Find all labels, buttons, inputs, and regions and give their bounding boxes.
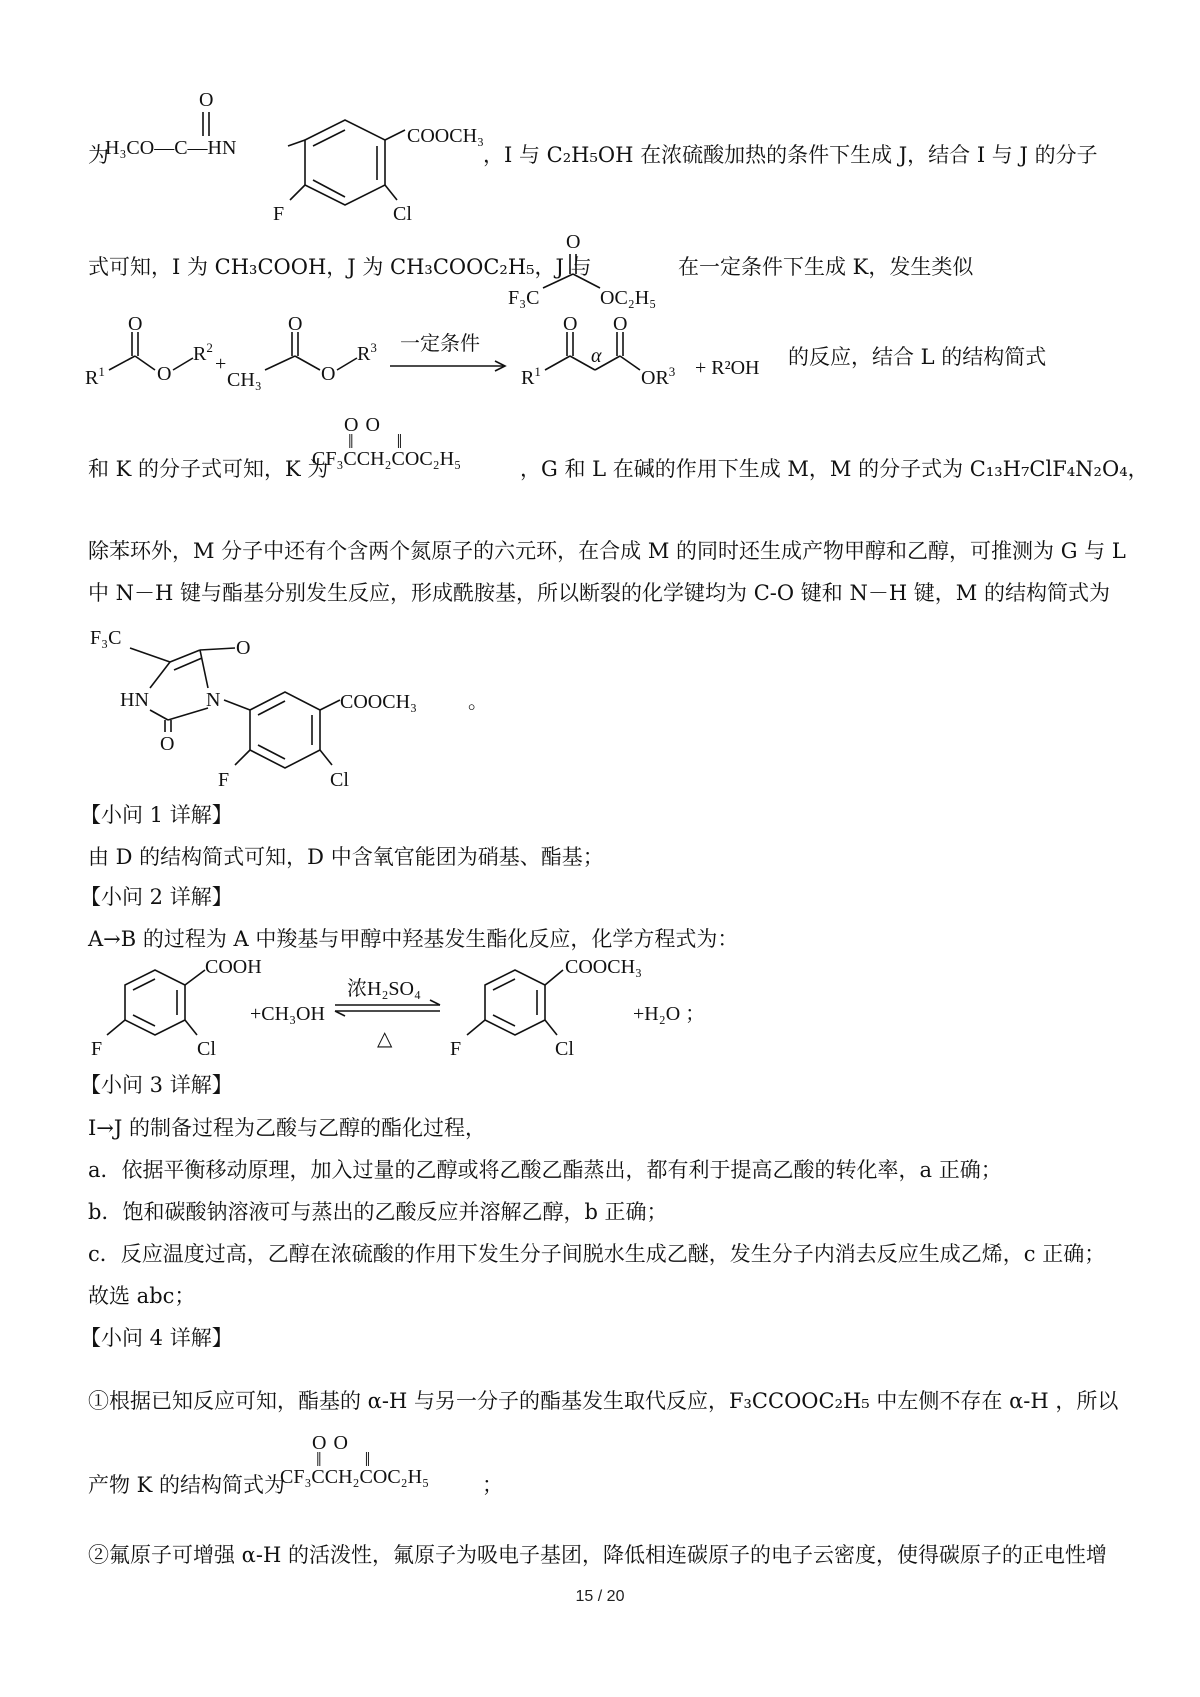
carbamate-left-label: H₃CO—C—HN: [105, 137, 237, 159]
q2-heading: 【小问 2 详解】: [80, 885, 233, 909]
tfa-o-label: O: [566, 231, 581, 253]
q3-text-3: b．饱和碳酸钠溶液可与蒸出的乙酸反应并溶解乙醇，b 正确；: [88, 1200, 668, 1224]
q3-text-4: c．反应温度过高，乙醇在浓硫酸的作用下发生分子间脱水生成乙醚，发生分子内消去反应生成乙烯，c 正确；: [88, 1242, 1106, 1266]
k-structure-oxygens: O O: [344, 414, 381, 436]
eq-ch3oh-label: +CH₃OH: [250, 1003, 325, 1025]
q4-text-1: ①根据已知反应可知，酯基的 α-H 与另一分子的酯基发生取代反应，F₃CCOOC₂H₅ 中左侧不存在 α-H ，所以: [88, 1389, 1119, 1413]
cooch3-label: COOCH₃: [407, 125, 484, 147]
rxn-o3-label: O: [288, 313, 303, 335]
rxn-o2-label: O: [157, 363, 172, 385]
m-hn-label: HN: [120, 689, 149, 711]
q3-text-2: a．依据平衡移动原理，加入过量的乙醇或将乙酸乙酯蒸出，都有利于提高乙酸的转化率，a 正确；: [88, 1158, 1002, 1182]
k-structure-double-bonds: ‖ ‖: [348, 431, 404, 453]
k-structure-q4-oxygens: O O: [312, 1432, 349, 1454]
k-structure-q4-formula: CF₃CCH₂COC₂H₅: [280, 1466, 430, 1488]
text-line-1: ，I 与 C₂H₅OH 在浓硫酸加热的条件下生成 J，结合 I 与 J 的分子: [483, 143, 1098, 167]
text-line-2: 式可知，I 为 CH₃COOH，J 为 CH₃COOC₂H₅，J 与: [88, 255, 592, 279]
text-line-2-after: 在一定条件下生成 K，发生类似: [678, 255, 974, 279]
rxn-r2oh-label: + R²OH: [695, 357, 760, 379]
rxn-r2-label: $R^2$: [193, 340, 213, 365]
m-f3c-label: F₃C: [90, 627, 122, 649]
eq-condition-bottom: △: [377, 1028, 393, 1050]
eq-h2o-label: +H₂O ；: [633, 1003, 706, 1025]
rxn-r3-label: $R^3$: [357, 340, 377, 365]
carbamate-aryl-structure: [105, 80, 495, 230]
m-period: 。: [468, 691, 488, 713]
text-line-3-after: 的反应，结合 L 的结构简式: [788, 345, 1047, 369]
q1-heading: 【小问 1 详解】: [80, 803, 233, 827]
q3-text-5: 故选 abc；: [88, 1284, 196, 1308]
rxn-product-o1-label: O: [563, 313, 578, 335]
m-o1-label: O: [236, 637, 251, 659]
q4-text-3: ②氟原子可增强 α-H 的活泼性，氟原子为吸电子基团，降低相连碳原子的电子云密度，使得碳原子的正电性增: [88, 1543, 1107, 1567]
m-structure: [90, 620, 490, 790]
text-line-5: 除苯环外，M 分子中还有个含两个氮原子的六元环，在合成 M 的同时还生成产物甲醇和乙醇，可推测为 G 与 L: [88, 539, 1126, 563]
eq-cooh-label: COOH: [205, 956, 262, 978]
m-o2-label: O: [160, 733, 175, 755]
rxn-alpha-label: α: [591, 345, 602, 367]
m-n-label: N: [206, 689, 221, 711]
tfa-f3c-label: F₃C: [508, 287, 540, 309]
m-cooch3-label: COOCH₃: [340, 691, 417, 713]
page-number: 15 / 20: [575, 1588, 625, 1605]
rxn-product-r1-label: $R^1$: [521, 364, 541, 389]
q4-heading: 【小问 4 详解】: [80, 1326, 233, 1350]
text-prefix-wei: 为: [88, 143, 109, 167]
ethyl-trifluoroacetate-structure: [508, 228, 678, 308]
rxn-ch3-label: CH₃: [227, 369, 262, 391]
eq-f1-label: F: [91, 1038, 103, 1060]
q4-text-2: 产物 K 的结构简式为: [88, 1473, 286, 1497]
k-structure-q4-double-bonds: ‖ ‖: [316, 1449, 372, 1471]
eq-f2-label: F: [450, 1038, 462, 1060]
rxn-o1-label: O: [128, 313, 143, 335]
q1-text: 由 D 的结构简式可知，D 中含氧官能团为硝基、酯基；: [88, 845, 604, 869]
k-structure-q4: [280, 1430, 429, 1490]
rxn-product-o2-label: O: [613, 313, 628, 335]
k-structure-line4: [312, 412, 461, 472]
rxn-condition-label: 一定条件: [400, 333, 480, 355]
eq-condition-top: 浓H₂SO₄: [347, 978, 421, 1000]
eq-cl1-label: Cl: [197, 1038, 216, 1060]
tfa-oc2h5-label: OC₂H₅: [600, 287, 657, 309]
q4-text-2-after: ；: [482, 1473, 503, 1497]
eq-cl2-label: Cl: [555, 1038, 574, 1060]
q2-text: A→B 的过程为 A 中羧基与甲醇中羟基发生酯化反应，化学方程式为：: [88, 927, 739, 951]
eq-cooch3-label: COOCH₃: [565, 956, 642, 978]
rxn-r1-label: $R^1$: [85, 364, 105, 389]
esterification-equation: [85, 955, 785, 1065]
rxn-or3-label: $OR^3$: [641, 364, 676, 389]
carbamate-o-label: O: [199, 89, 214, 111]
q3-heading: 【小问 3 详解】: [80, 1073, 233, 1097]
chloro-label: Cl: [393, 203, 412, 225]
fluoro-label: F: [273, 203, 285, 225]
claisen-reaction-scheme: [85, 313, 785, 398]
text-line-4: 和 K 的分子式可知，K 为: [88, 457, 329, 481]
text-line-6: 中 N－H 键与酯基分别发生反应，形成酰胺基，所以断裂的化学键均为 C-O 键和 N－H 键，M 的结构简式为: [88, 581, 1110, 605]
m-cl-label: Cl: [330, 769, 349, 791]
m-f-label: F: [218, 769, 230, 791]
text-line-4-after: ，G 和 L 在碱的作用下生成 M，M 的分子式为 C₁₃H₇ClF₄N₂O₄，: [520, 457, 1149, 481]
rxn-o4-label: O: [321, 363, 336, 385]
k-structure-formula: CF₃CCH₂COC₂H₅: [312, 448, 462, 470]
q3-text-1: I→J 的制备过程为乙酸与乙醇的酯化过程，: [88, 1116, 486, 1140]
rxn-plus-sign: +: [215, 353, 227, 375]
